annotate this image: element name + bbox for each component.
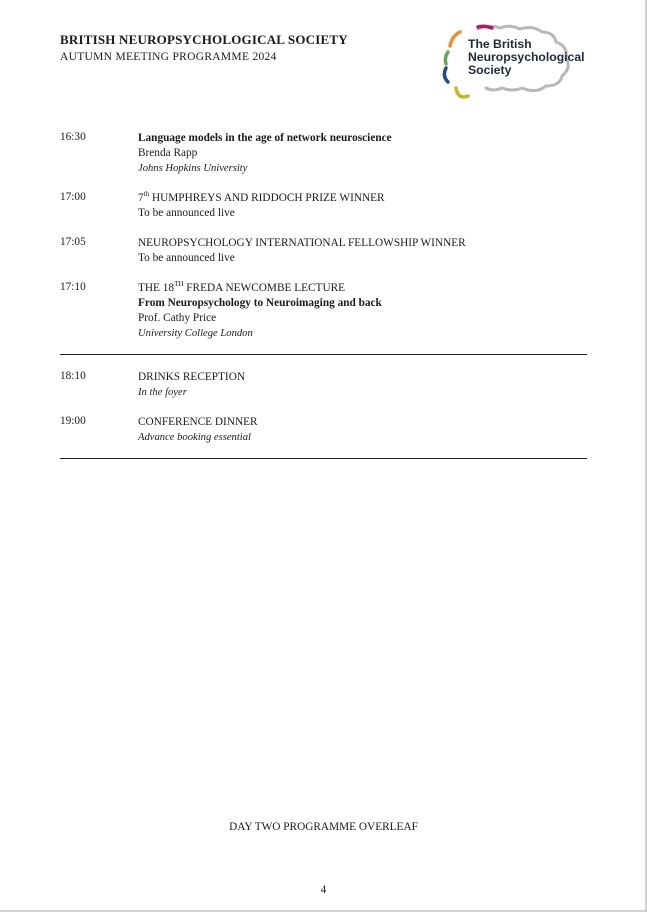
title-prefix: THE 18 [138, 282, 175, 294]
session-title-text: HUMPHREYS AND RIDDOCH PRIZE WINNER [151, 192, 385, 204]
logo-text [468, 38, 584, 77]
title-rest: FREDA NEWCOMBE LECTURE [186, 282, 346, 294]
programme-subtitle: AUTUMN MEETING PROGRAMME 2024 [60, 51, 277, 63]
logo-line-2: Neuropsychological [468, 50, 585, 64]
session-title: CONFERENCE DINNER [138, 416, 258, 428]
session-time: 17:05 [60, 236, 86, 248]
page-number: 4 [320, 884, 327, 896]
divider [60, 458, 587, 459]
logo-line-3: Society [468, 63, 512, 77]
overleaf-note: DAY TWO PROGRAMME OVERLEAF [229, 821, 418, 833]
society-title: BRITISH NEUROPSYCHOLOGICAL SOCIETY [60, 32, 348, 47]
session-title: NEUROPSYCHOLOGY INTERNATIONAL FELLOWSHIP WINNER [138, 237, 466, 249]
session-note: To be announced live [138, 207, 235, 219]
session-note: To be announced live [138, 252, 235, 264]
society-logo [438, 22, 588, 110]
session-note: In the foyer [138, 387, 187, 398]
ordinal-number: 7 [138, 192, 144, 204]
session-time: 18:10 [60, 370, 86, 382]
divider [60, 354, 587, 355]
session-title [138, 191, 588, 206]
session-time: 17:10 [60, 281, 86, 293]
ordinal-suffix: th [143, 190, 150, 199]
session-note: Advance booking essential [138, 432, 251, 443]
speaker-name: Prof. Cathy Price [138, 312, 217, 324]
session-title: Language models in the age of network neuroscience [138, 132, 392, 144]
title-superscript: TH [174, 280, 184, 289]
speaker-affiliation: University College London [138, 328, 253, 339]
logo-line-1: The British [468, 37, 532, 51]
speaker-affiliation: Johns Hopkins University [138, 163, 248, 174]
speaker-name: Brenda Rapp [138, 147, 198, 159]
session-time: 17:00 [60, 191, 86, 203]
lecture-subtitle: From Neuropsychology to Neuroimaging and back [138, 297, 382, 309]
session-title [138, 281, 588, 296]
session-time: 19:00 [60, 415, 86, 427]
session-time: 16:30 [60, 131, 86, 143]
session-title: DRINKS RECEPTION [138, 371, 246, 383]
